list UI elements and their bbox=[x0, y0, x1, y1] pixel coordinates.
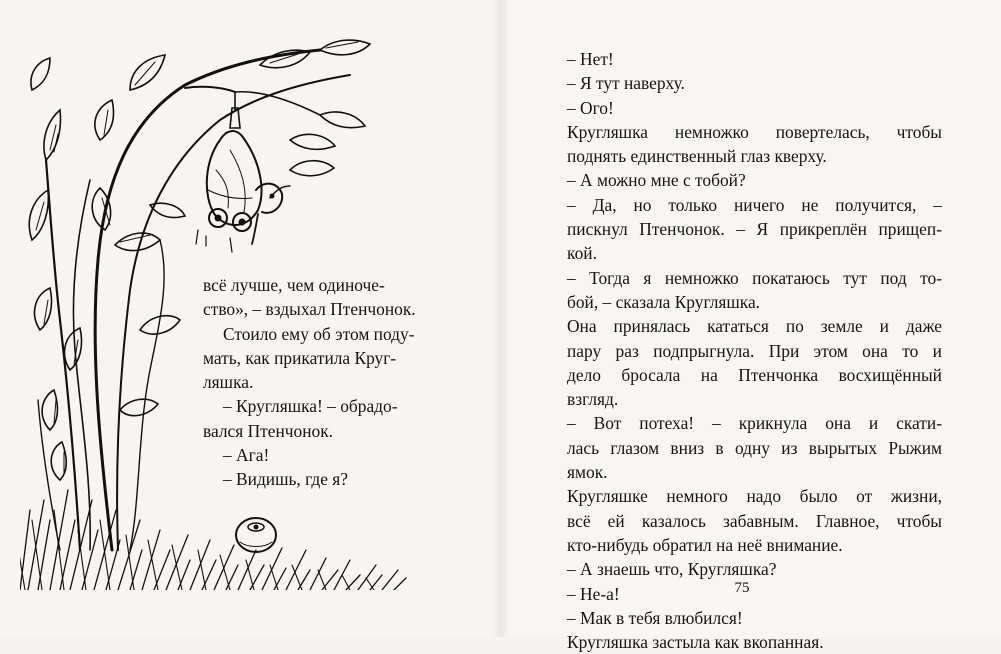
hanging-bird bbox=[207, 131, 262, 225]
text-line: мать, как прикатила Круг- bbox=[203, 347, 397, 368]
text-line: – Видишь, где я? bbox=[223, 469, 349, 490]
text-line: – Нет! bbox=[567, 49, 614, 69]
text-line: – Ого! bbox=[567, 97, 614, 118]
text-line: поднять единственный глаз кверху. bbox=[567, 146, 827, 167]
text-line: – Тогда я немножко покатаюсь тут под то- bbox=[567, 267, 942, 288]
text-line: Кругляшка немножко повертелась, чтобы bbox=[567, 121, 942, 142]
text-line: пару раз подпрыгнула. При этом она то и bbox=[567, 340, 942, 361]
text-line: – Не-а! bbox=[567, 583, 620, 604]
text-line: ляшка. bbox=[203, 372, 254, 393]
text-line: ямок. bbox=[567, 462, 608, 483]
page-number: 75 bbox=[734, 580, 750, 596]
text-line: – Мак в тебя влюбился! bbox=[567, 607, 743, 628]
right-text-column bbox=[567, 47, 942, 654]
book-gutter bbox=[492, 0, 510, 637]
text-line: кой. bbox=[567, 243, 597, 264]
text-line: Она принялась кататься по земле и даже bbox=[567, 316, 942, 337]
text-line: ство», – вздыхал Птенчонок. bbox=[203, 299, 416, 320]
text-line: – Я тут наверху. bbox=[567, 73, 685, 94]
text-line: бой, – сказала Кругляшка. bbox=[567, 291, 761, 312]
text-line: – Ага! bbox=[223, 445, 270, 466]
branch bbox=[185, 87, 235, 92]
text-line: Стоило ему об этом поду- bbox=[223, 323, 415, 344]
text-line: всё лучше, чем одиноче- bbox=[203, 275, 385, 295]
text-line: – Кругляшка! – обрадо- bbox=[223, 396, 398, 417]
text-line: лась глазом вниз в одну из вырытых Рыжим bbox=[567, 437, 942, 458]
text-line: пискнул Птенчонок. – Я прикреплён прищеп- bbox=[567, 219, 942, 240]
text-line: всё ей казалось забавным. Главное, чтобы bbox=[567, 510, 942, 531]
text-line: – Вот потеха! – крикнула она и скати- bbox=[567, 413, 942, 434]
left-text-column bbox=[203, 273, 416, 492]
text-line: Кругляшка застыла как вкопанная. bbox=[567, 632, 824, 653]
text-line: Кругляшке немного надо было от жизни, bbox=[567, 486, 942, 507]
text-line: дело бросала на Птенчонка восхищённый bbox=[567, 364, 942, 385]
text-line: кто-нибудь обратил на неё внимание. bbox=[567, 534, 843, 555]
text-line: – А можно мне с тобой? bbox=[567, 170, 746, 191]
text-line: – Да, но только ничего не получится, – bbox=[567, 194, 942, 215]
text-line: взгляд. bbox=[567, 389, 619, 410]
text-line: вался Птенчонок. bbox=[203, 420, 334, 441]
text-line: – А знаешь что, Кругляшка? bbox=[567, 559, 777, 580]
